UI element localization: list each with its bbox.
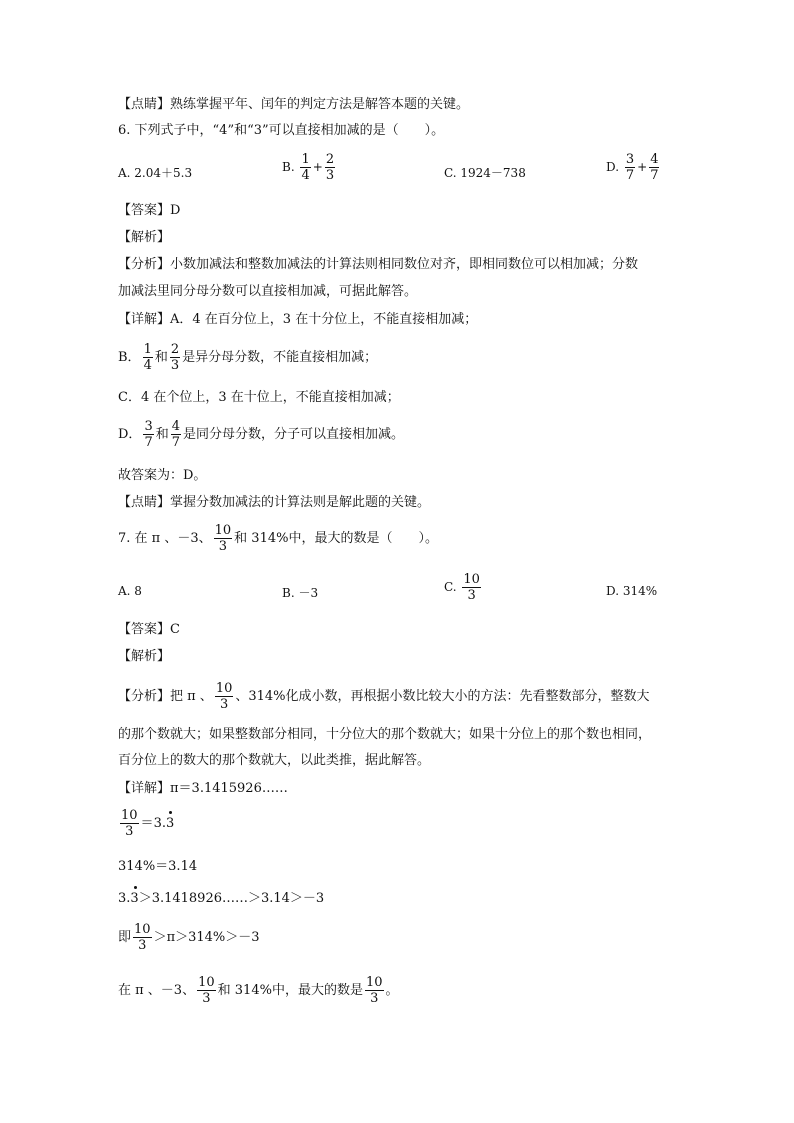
q7-option-b: B. －3 xyxy=(282,586,319,600)
q6-option-d xyxy=(606,152,661,183)
plus-sign: + xyxy=(312,160,323,174)
q7-answer: 【答案】C xyxy=(118,622,180,637)
q7-fenxi-1: 【分析】把 π 、 $\frac{10}{3}$ 、314%化成小数，再根据小数比较大小的方法：先看整数部分，整数大 xyxy=(118,681,650,712)
repeating-decimal: 3. 3 xyxy=(118,891,139,906)
q7-ji-line: 即 $\frac{10}{3}$ ＞π＞314%＞－3 xyxy=(118,922,260,953)
q7-pct-line: 314%＝3.14 xyxy=(118,859,198,874)
q7-eq-10-3: $\frac{10}{3}$ ＝3. 3 xyxy=(121,808,175,839)
plus-sign: + xyxy=(637,160,648,174)
fraction-4-7: $\frac{4}{7}$ xyxy=(650,152,659,183)
q5-dianjing: 【点睛】熟练掌握平年、闰年的判定方法是解答本题的关键。 xyxy=(118,97,470,112)
q6-dianjing: 【点睛】掌握分数加减法的计算法则是解此题的关键。 xyxy=(118,495,431,510)
q6-xiangjie-d: D． $\frac{3}{7}$ 和 $\frac{4}{7}$ 是同分母分数，分子可以直接相加减。 xyxy=(118,419,405,450)
q6-option-a: A. 2.04＋5.3 xyxy=(118,166,193,180)
fraction-10-3: $\frac{10}{3}$ xyxy=(198,975,215,1006)
q7-fenxi-2: 的那个数就大；如果整数部分相同，十分位大的那个数就大；如果十分位上的那个数也相同， xyxy=(118,727,652,742)
fraction-3-7: $\frac{3}{7}$ xyxy=(144,419,153,450)
q7-stem: 7. 在 π 、－3、 $\frac{10}{3}$ 和 314%中，最大的数是（ ）。 xyxy=(118,523,438,554)
q7-fenxi-3: 百分位上的数大的那个数就大，以此类推，据此解答。 xyxy=(118,753,431,768)
q6-option-b xyxy=(282,152,337,183)
q6-answer: 【答案】D xyxy=(118,203,181,218)
q6-xiangjie-a: 【详解】A．4 在百分位上，3 在十分位上，不能直接相加减； xyxy=(118,312,478,327)
q7-final-line: 在 π 、－3、 $\frac{10}{3}$ 和 314%中，最大的数是 $\frac{10}{3}$ 。 xyxy=(118,975,399,1006)
q6-option-d-label: D. xyxy=(606,160,620,174)
fraction-2-3: $\frac{2}{3}$ xyxy=(325,152,335,183)
q7-option-d: D. 314% xyxy=(606,584,658,598)
fraction-10-3: $\frac{10}{3}$ xyxy=(121,808,138,839)
q7-compare-line: 3. 3＞3.1418926……＞3.14＞－3 xyxy=(118,890,324,908)
fraction-10-3: $\frac{10}{3}$ xyxy=(214,523,232,554)
fraction-4-7: $\frac{4}{7}$ xyxy=(171,419,181,450)
q6-xiangjie-c: C．4 在个位上，3 在十位上，不能直接相加减； xyxy=(118,390,400,405)
q7-option-c: C. $\frac{10}{3}$ xyxy=(444,572,480,603)
fraction-10-3: $\frac{10}{3}$ xyxy=(365,975,383,1006)
fraction-10-3: $\frac{10}{3}$ xyxy=(215,681,233,712)
q6-jiexi: 【解析】 xyxy=(118,230,171,245)
fraction-3-7: $\frac{3}{7}$ xyxy=(625,152,635,183)
fraction-1-4: $\frac{1}{4}$ xyxy=(301,152,310,183)
q6-fenxi-2: 加减法里同分母分数可以直接相加减，可据此解答。 xyxy=(118,284,418,299)
q6-xiangjie-b: B． $\frac{1}{4}$ 和 $\frac{2}{3}$ 是异分母分数，不能直接相加减； xyxy=(118,342,378,373)
q7-xiangjie-pi: 【详解】π＝3.1415926…… xyxy=(118,781,288,796)
repeating-decimal: 3. 3 xyxy=(154,816,175,831)
fraction-1-4: $\frac{1}{4}$ xyxy=(143,342,152,373)
q6-fenxi-1: 【分析】小数加减法和整数加减法的计算法则相同数位对齐，即相同数位可以相加减；分数 xyxy=(118,257,639,272)
q6-option-b-label: B. xyxy=(282,160,295,174)
q6-option-c: C. 1924－738 xyxy=(444,166,526,180)
fraction-10-3: $\frac{10}{3}$ xyxy=(463,572,480,603)
q7-jiexi: 【解析】 xyxy=(118,649,171,664)
fraction-2-3: $\frac{2}{3}$ xyxy=(170,342,180,373)
q6-stem: 6. 下列式子中，“4”和“3”可以直接相加减的是（ ）。 xyxy=(118,123,445,138)
q7-option-a: A. 8 xyxy=(118,584,142,598)
fraction-10-3: $\frac{10}{3}$ xyxy=(134,922,151,953)
q6-conclusion: 故答案为：D。 xyxy=(118,468,207,483)
